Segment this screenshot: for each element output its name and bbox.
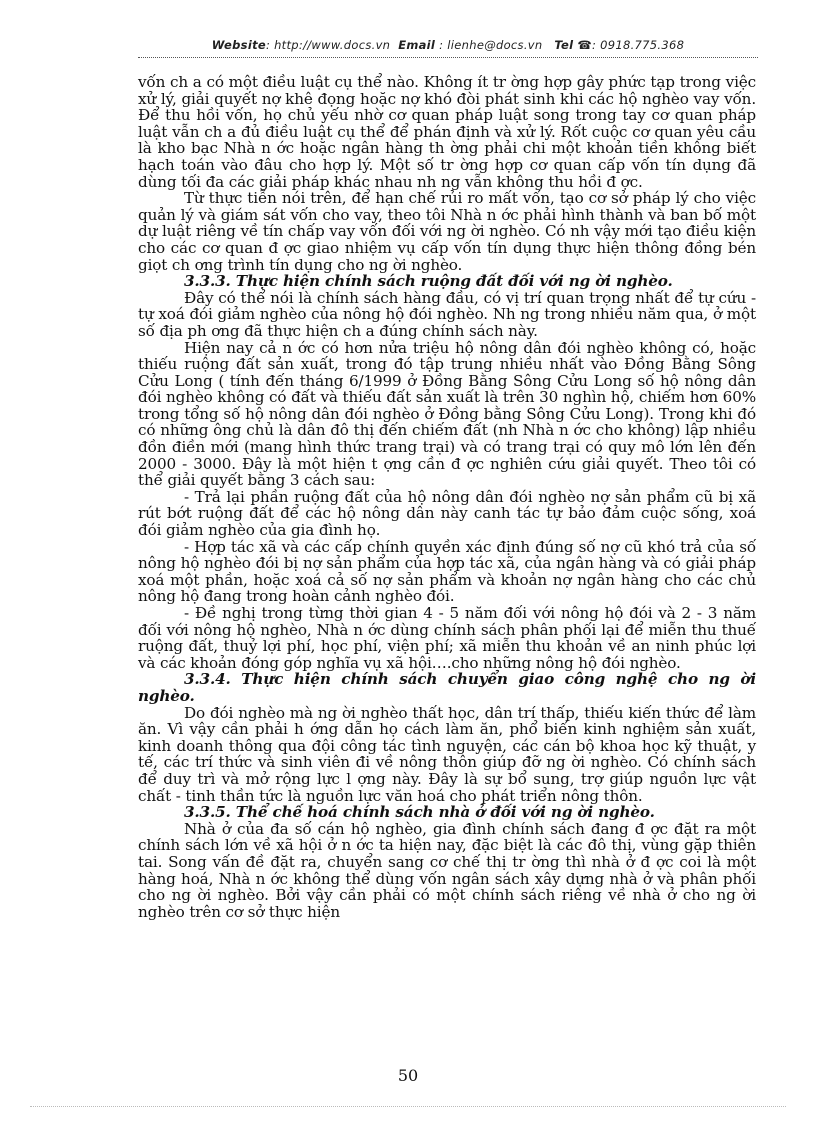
paragraph: Hiện nay cả n ớc có hơn nửa triệu hộ nông dân đói nghèo không có, hoặc thiếu ruộng đất sản xuất, trong đó tập trung nhiều nhất vào Đồng Bằng Sông Cửu Long ( tính đến tháng 6/1999 ở Đồng Bằng Sông Cửu Long số hộ nông dân đói nghèo không có đất và thiếu đất sản xuất là trên 30 nghìn hộ, chiếm hơn 60% trong tổng số hộ nông dân đói nghèo ở Đồng bằng Sông Cửu Long). Trong khi đó có những ông chủ là dân đô thị đến chiếm đất (nh Nhà n ớc cho không) lập nhiều đồn điền mới (mang hình thức trang trại) và có trang trại có quy mô lớn lên đến 2000 - 3000. Đây là một hiện t ợng cần đ ợc nghiên cứu giải quyết. Theo tôi có thể giải quyết bằng 3 cách sau: [138,338,756,490]
section-heading-3-3-3: 3.3.3. Thực hiện chính sách ruộng đất đối với ng ời nghèo. [184,272,673,291]
phone-icon: ☎ [577,38,592,52]
section-heading-3-3-4: 3.3.4. Thực hiện chính sách chuyển giao công nghệ cho ng ời nghèo. [138,670,756,705]
header-website-label: Website [211,38,266,52]
paragraph: Do đói nghèo mà ng ời nghèo thất học, dân trí thấp, thiếu kiến thức để làm ăn. Vì vậy cần phải h ớng dẫn họ cách làm ăn, phổ biến kinh nghiệm sản xuất, kinh doanh thông qua đội công tác tình nguyện, các cán bộ khoa học kỹ thuật, y tế, các trí thức và sinh viên đi về nông thôn giúp đỡ ng ời nghèo. Có chính sách để duy trì và mở rộng lực l ợng này. Đây là sự bổ sung, trợ giúp nguồn lực vật chất - tinh thần tức là nguồn lực văn hoá cho phát triển nông thôn. [138,703,756,805]
paragraph: Đây có thể nói là chính sách hàng đầu, có vị trí quan trọng nhất để tự cứu - tự xoá đói giảm nghèo của nông hộ đói nghèo. Nh ng trong nhiều năm qua, ở một số địa ph ơng đã thực hiện ch a đúng chính sách này. [138,288,756,340]
header-divider [138,57,758,58]
section-heading-3-3-5: 3.3.5. Thể chế hoá chính sách nhà ở đối với ng ời nghèo. [184,803,655,822]
list-item: - Hợp tác xã và các cấp chính quyền xác định đúng số nợ cũ khó trả của số nông hộ nghèo đói bị nợ sản phẩm của hợp tác xã, của ngân hàng và có giải pháp xoá một phần, hoặc xoá cả số nợ sản phẩm và khoản nợ ngân hàng cho các chủ nông hộ đang trong hoàn cảnh nghèo đói. [138,537,756,606]
document-body [138,74,756,920]
header-tel-value: : 0918.775.368 [591,38,685,52]
header-website-value: : http://www.docs.vn [265,38,391,52]
paragraph: Từ thực tiễn nói trên, để hạn chế rủi ro mất vốn, tạo cơ sở pháp lý cho việc quản lý và giám sát vốn cho vay, theo tôi Nhà n ớc phải hình thành và ban bố một dự luật riêng về tín chấp vay vốn đối với ng ời nghèo. Có nh vậy mới tạo điều kiện cho các cơ quan đ ợc giao nhiệm vụ cấp vốn tín dụng thực hiện thông đồng bén giọt ch ơng trình tín dụng cho ng ời nghèo. [138,189,756,274]
footer-divider [30,1106,786,1107]
header-email-label: Email [398,38,436,52]
list-item: - Đề nghị trong từng thời gian 4 - 5 năm đối với nông hộ đói và 2 - 3 năm đối với nông hộ nghèo, Nhà n ớc dùng chính sách phân phối lại để miễn thu thuế ruộng đất, thuỷ lợi phí, học phí, viện phí; xã miễn thu khoản về an ninh phúc lợi và các khoản đóng góp nghĩa vụ xã hội….cho những nông hộ đói nghèo. [138,604,756,672]
header-email-value: : lienhe@docs.vn [439,38,543,52]
paragraph: vốn ch a có một điều luật cụ thể nào. Không ít tr ờng hợp gây phức tạp trong việc xử lý, giải quyết nợ khê đọng hoặc nợ khó đòi phát sinh khi các hộ nghèo vay vốn. Để thu hồi vốn, họ chủ yếu nhờ cơ quan pháp luật song trong tay cơ quan pháp luật vẫn ch a đủ điều luật cụ thể để phán định và xử lý. Rốt cuộc cơ quan yêu cầu là kho bạc Nhà n ớc hoặc ngân hàng th ờng phải chi một khoản tiền không biết hạch toán vào đâu cho hợp lý. Một số tr ờng hợp cơ quan cấp vốn tín dụng đã dùng tối đa các giải pháp khác nhau nh ng vẫn không thu hồi đ ợc. [138,73,756,191]
page-number: 50 [397,1066,419,1085]
header-tel-label: Tel [554,38,574,52]
list-item: - Trả lại phần ruộng đất của hộ nông dân đói nghèo nợ sản phẩm cũ bị xã rút bớt ruộng đất để các hộ nông dân này canh tác tự bảo đảm cuộc sống, xoá đói giảm nghèo của gia đình họ. [138,487,756,540]
paragraph: Nhà ở của đa số cán hộ nghèo, gia đình chính sách đang đ ợc đặt ra một chính sách lớn về xã hội ở n ớc ta hiện nay, đặc biệt là các đô thị, vùng gặp thiên tai. Song vấn đề đặt ra, chuyển sang cơ chế thị tr ờng thì nhà ở đ ợc coi là một hàng hoá, Nhà n ớc không thể dùng vốn ngân sách xây dựng nhà ở và phân phối cho ng ời nghèo. Bởi vậy cần phải có một chính sách riêng về nhà ở cho ng ời nghèo trên cơ sở thực hiện [138,819,756,921]
page-header [138,38,758,52]
